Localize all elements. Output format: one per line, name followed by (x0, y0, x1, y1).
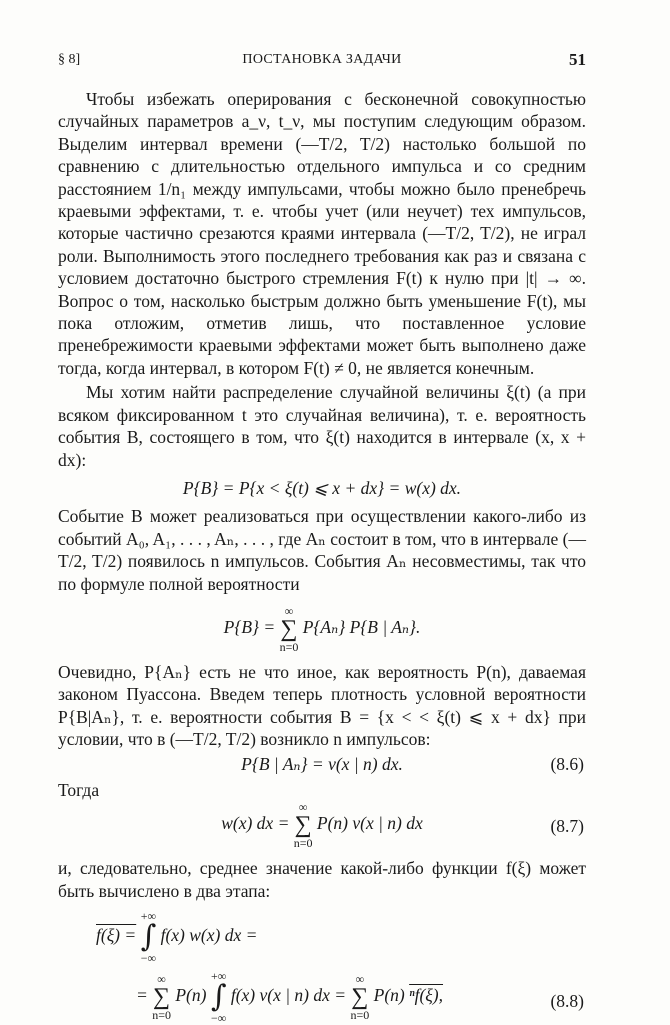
formula-term: ⁿf(ξ), (409, 985, 444, 1006)
int-lower: −∞ (140, 951, 157, 966)
integral-sign: +∞ ∫ −∞ (140, 909, 157, 966)
int-upper: +∞ (140, 909, 157, 924)
formula-right: P{Aₙ} P{B | Aₙ}. (302, 616, 421, 637)
sum-lower: n=0 (293, 836, 313, 851)
paragraph-3: Событие B может реализоваться при осуществлении какого-либо из событий A₀, A₁, . . . , Aₙ, . . . , где Aₙ состоит в том, что в интервале (—T/2, T/2) появилось n импульсов. События Aₙ несовместимы, так что по формуле полной вероятности (58, 506, 586, 594)
sum-sign: ∞ ∑ n=0 (279, 603, 299, 654)
sum-sign: ∞ ∑ n=0 (350, 972, 370, 1023)
formula-eq: = (136, 985, 148, 1006)
paragraph-6: и, следовательно, среднее значение какой-либо функции f(ξ) может быть вычислено в два этапа: (58, 858, 586, 901)
formula-left: f(ξ) = (96, 925, 137, 946)
sum-upper: ∞ (298, 800, 308, 815)
page-header (58, 50, 586, 72)
formula-event-b: P{B} = P{x < ξ(t) ⩽ x + dx} = w(x) dx. (182, 477, 462, 498)
formula-left: w(x) dx = (221, 813, 290, 834)
formula-term: f(x) v(x | n) dx = (230, 985, 347, 1006)
formula-8-7 (58, 801, 586, 849)
page-number: 51 (569, 50, 586, 69)
equation-number: (8.8) (550, 991, 584, 1012)
sum-lower: n=0 (152, 1008, 171, 1023)
formula-left: P{B} = (223, 616, 276, 637)
paragraph-2: Мы хотим найти распределение случайной величины ξ(t) (а при всяком фиксированном t это случайная величина), т. е. вероятность события B, состоящего в том, что ξ(t) находится в интервале (x, x + dx): (58, 382, 586, 470)
sum-upper: ∞ (157, 972, 166, 987)
formula-total-probability (58, 605, 586, 653)
formula-right: f(x) w(x) dx = (160, 925, 258, 946)
formula-8-8 (136, 970, 586, 1024)
sum-upper: ∞ (355, 972, 365, 987)
sum-lower: n=0 (350, 1008, 370, 1023)
sum-upper: ∞ (284, 603, 294, 618)
paragraph-1: Чтобы избежать оперирования с бесконечной совокупностью случайных параметров a_ν, t_ν, мы поступим следующим образом. Выделим интервал времени (—T/2, T/2) настолько большой по сравнению с длительностью отдельного импульса и со средним расстоянием 1/n₁ между импульсами, чтобы можно было пренебречь краевыми эффектами, т. е. чтобы учет (или неучет) тех импульсов, которые частично срезаются краями интервала (—T/2, T/2), не играл роли. Выполнимость этого последнего требования как раз и связана с условием достаточно быстрого стремления F(t) к нулю при |t| → ∞. Вопрос о том, насколько быстрым должно быть уменьшение F(t), мы пока отложим, отметив лишь, что поставленное условие пренебрежимости краевыми эффектами может быть выполнено даже тогда, когда интервал, в котором F(t) ≠ 0, не является конечным. (58, 89, 586, 378)
formula-right: P(n) v(x | n) dx (316, 813, 423, 834)
equation-number: (8.6) (550, 753, 584, 774)
formula-term: P(n) (175, 985, 207, 1006)
sum-sign: ∞ ∑ n=0 (152, 972, 171, 1023)
page-body (58, 88, 586, 1024)
formula-text: P{B | Aₙ} = v(x | n) dx. (241, 753, 403, 774)
paragraph-5: Тогда (58, 779, 100, 800)
paragraph-4: Очевидно, P{Aₙ} есть не что иное, как вероятность P(n), даваемая законом Пуассона. Введем теперь плотность условной вероятности P{B|Aₙ}, т. е. вероятности события B = {x < < ξ(t) ⩽ x + dx} при условии, что в (—T/2, T/2) возникло n импульсов: (58, 661, 586, 750)
formula-term: P(n) (373, 985, 405, 1006)
int-upper: +∞ (210, 969, 227, 984)
formula-mean-1 (96, 910, 586, 964)
section-label: § 8] (58, 52, 81, 67)
int-lower: −∞ (210, 1011, 227, 1025)
formula-8-6 (58, 753, 586, 775)
integral-sign: +∞ ∫ −∞ (210, 969, 227, 1025)
running-title: ПОСТАНОВКА ЗАДАЧИ (242, 52, 402, 67)
sum-lower: n=0 (279, 639, 299, 654)
equation-number: (8.7) (550, 816, 584, 837)
sum-sign: ∞ ∑ n=0 (293, 800, 313, 851)
